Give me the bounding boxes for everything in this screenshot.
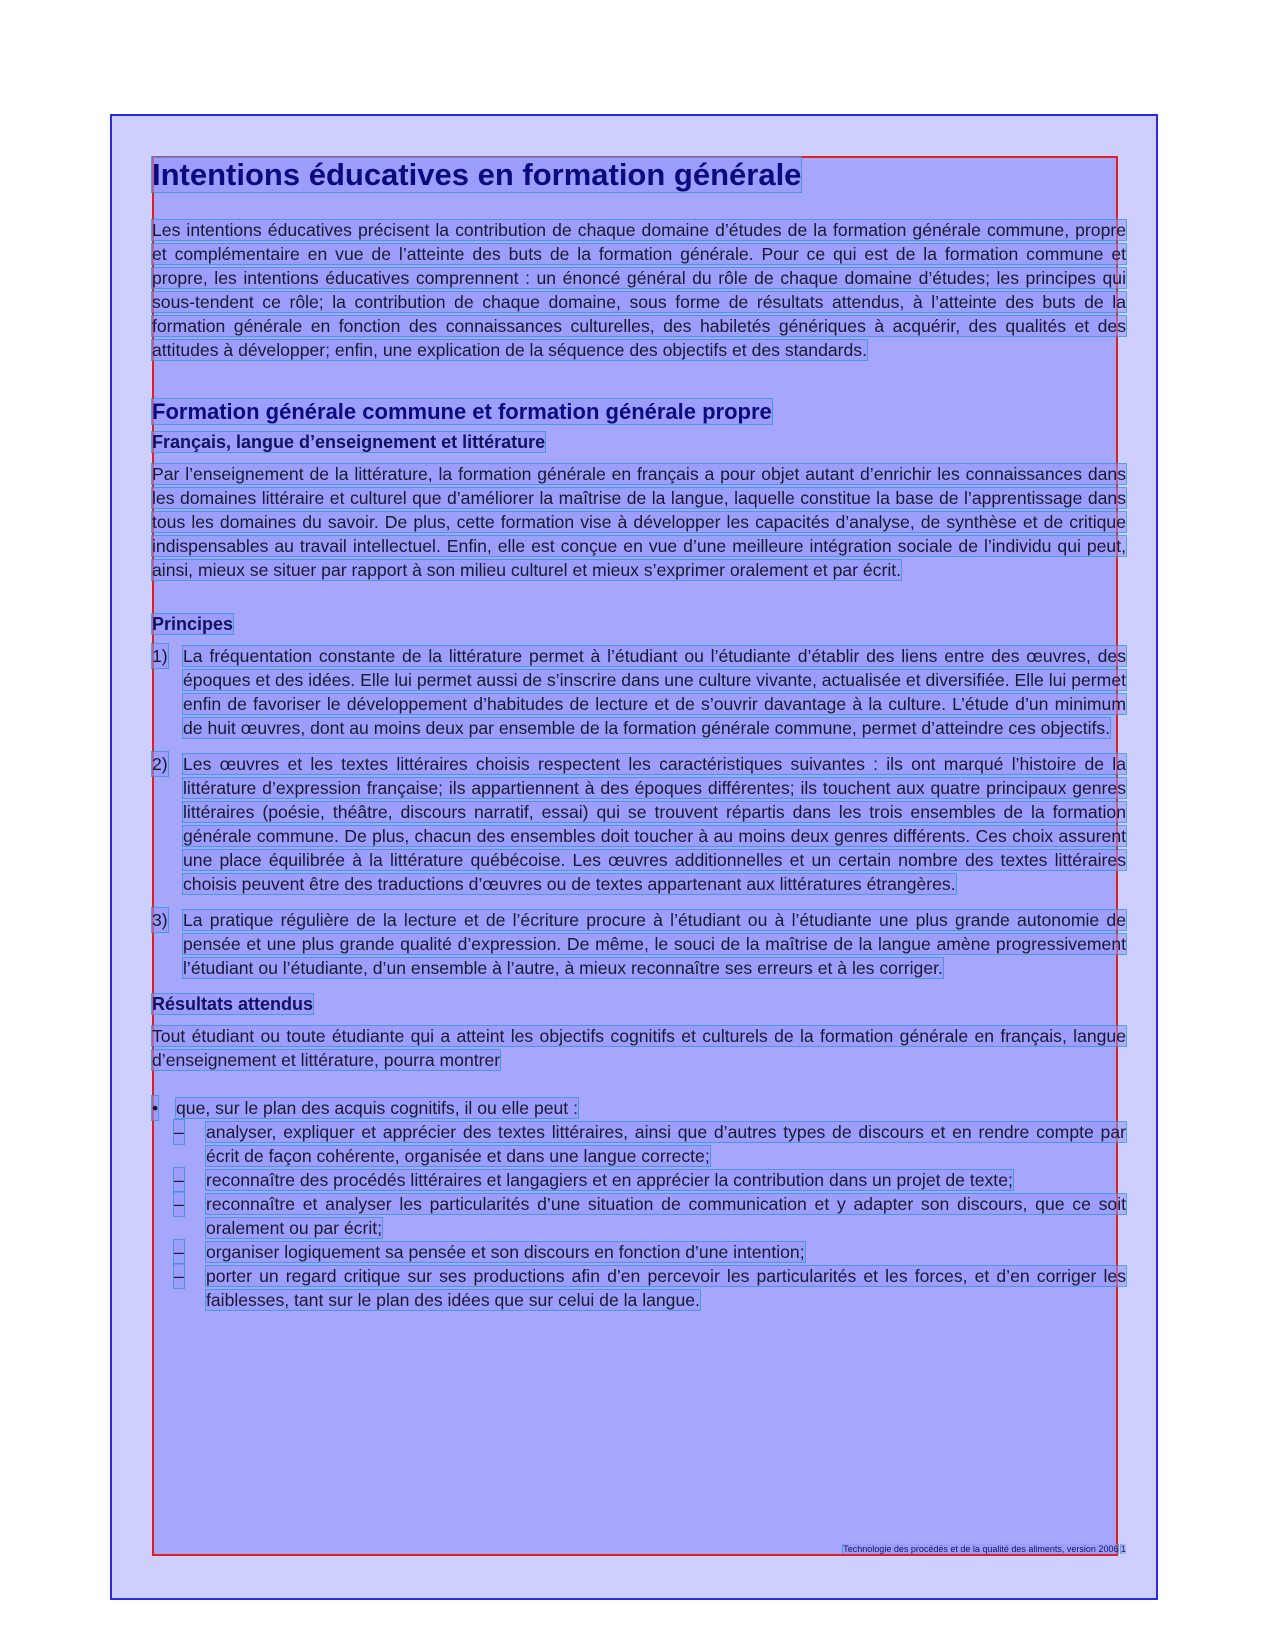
section-heading: Formation générale commune et formation générale propre [152, 399, 772, 424]
footer-text: Technologie des procédés et de la qualité des aliments, version 2006 [843, 1544, 1119, 1554]
dash-icon: – [174, 1194, 184, 1214]
principle-item [152, 908, 1126, 980]
result-item [152, 1120, 1126, 1168]
principle-text: Les œuvres et les textes littéraires choisis respectent les caractéristiques suivantes : ils ont marqué l’histoire de la littérature d’expression française; ils appartiennent à des époques différentes; ils touchent aux quatre principaux genres littéraires (poésie, théâtre, discours narratif, essai) qui se trouvent répartis dans les trois ensembles de la formation générale commune. De plus, chacun des ensembles doit toucher à au moins deux genres différents. Ces choix assurent une place équilibrée à la littérature québécoise. Les œuvres additionnelles et un certain nombre des textes littéraires choisis peuvent être des traductions d’œuvres ou de textes appartenant aux littératures étrangères. [183, 754, 1126, 894]
dash-icon: – [174, 1266, 184, 1286]
result-item [152, 1192, 1126, 1240]
result-item [152, 1240, 1126, 1264]
principle-item [152, 752, 1126, 896]
results-bullet [152, 1096, 1126, 1120]
results-heading: Résultats attendus [152, 994, 314, 1014]
page-number: 1 [1120, 1544, 1126, 1554]
results-list [152, 1120, 1126, 1312]
dash-icon: – [174, 1242, 184, 1262]
result-item [152, 1264, 1126, 1312]
page-title: Intentions éducatives en formation générale [152, 157, 802, 192]
principle-item [152, 644, 1126, 740]
bullet-icon: • [152, 1098, 159, 1118]
principle-number: 1) [152, 646, 168, 666]
principle-number: 3) [152, 910, 168, 930]
bullet-text: que, sur le plan des acquis cognitifs, il ou elle peut : [176, 1098, 578, 1118]
intro-paragraph: Les intentions éducatives précisent la contribution de chaque domaine d’études de la formation générale commune, propre et complémentaire en vue de l’atteinte des buts de la formation générale. Pour ce qui est de la formation commune et propre, les intentions éducatives comprennent : un énoncé général du rôle de chaque domaine d’études; les principes qui sous-tendent ce rôle; la contribution de chaque domaine, sous forme de résultats attendus, à l’atteinte des buts de la formation générale en fonction des connaissances culturelles, des habiletés génériques à acquérir, des qualités et des attitudes à développer; enfin, une explication de la séquence des objectifs et des standards. [152, 220, 1126, 360]
result-text: organiser logiquement sa pensée et son discours en fonction d’une intention; [206, 1242, 805, 1262]
result-text: porter un regard critique sur ses productions afin d’en percevoir les particularités et les forces, et d’en corriger les faiblesses, tant sur le plan des idées que sur celui de la langue. [206, 1266, 1126, 1310]
principles-list [152, 644, 1126, 980]
result-text: reconnaître des procédés littéraires et langagiers et en apprécier la contribution dans un projet de texte; [206, 1170, 1013, 1190]
subsection-heading: Français, langue d’enseignement et littérature [152, 432, 546, 452]
dash-icon: – [174, 1122, 184, 1142]
result-item [152, 1168, 1126, 1192]
dash-icon: – [174, 1170, 184, 1190]
principle-text: La pratique régulière de la lecture et de l’écriture procure à l’étudiant ou à l’étudiante une plus grande autonomie de pensée et une plus grande qualité d’expression. De même, le souci de la maîtrise de la langue amène progressivement l’étudiant ou l’étudiante, d’un ensemble à l’autre, à mieux reconnaître ses erreurs et à les corriger. [183, 910, 1126, 978]
principles-heading: Principes [152, 614, 234, 634]
document-body [152, 156, 1126, 1312]
result-text: analyser, expliquer et apprécier des textes littéraires, ainsi que d’autres types de discours et en rendre compte par écrit de façon cohérente, organisée et dans une langue correcte; [206, 1122, 1126, 1166]
result-text: reconnaître et analyser les particularités d’une situation de communication et y adapter son discours, que ce soit oralement ou par écrit; [206, 1194, 1126, 1238]
principle-number: 2) [152, 754, 168, 774]
results-paragraph: Tout étudiant ou toute étudiante qui a atteint les objectifs cognitifs et culturels de la formation générale en français, langue d’enseignement et littérature, pourra montrer [152, 1026, 1126, 1070]
principle-text: La fréquentation constante de la littérature permet à l’étudiant ou l’étudiante d’établir des liens entre des œuvres, des époques et des idées. Elle lui permet aussi de s’inscrire dans une culture vivante, actualisée et diversifiée. Elle lui permet enfin de favoriser le développement d’habitudes de lecture et de s’ouvrir davantage à la culture. L’étude d’un minimum de huit œuvres, dont au moins deux par ensemble de la formation générale commune, permet d’atteindre ces objectifs. [183, 646, 1126, 738]
page-footer [706, 1544, 1126, 1554]
section-paragraph: Par l’enseignement de la littérature, la formation générale en français a pour objet autant d’enrichir les connaissances dans les domaines littéraire et culturel que d’améliorer la maîtrise de la langue, laquelle constitue la base de l’apprentissage dans tous les domaines du savoir. De plus, cette formation vise à développer les capacités d’analyse, de synthèse et de critique indispensables au travail intellectuel. Enfin, elle est conçue en vue d’une meilleure intégration sociale de l’individu qui peut, ainsi, mieux se situer par rapport à son milieu culturel et mieux s’exprimer oralement et par écrit. [152, 464, 1126, 580]
